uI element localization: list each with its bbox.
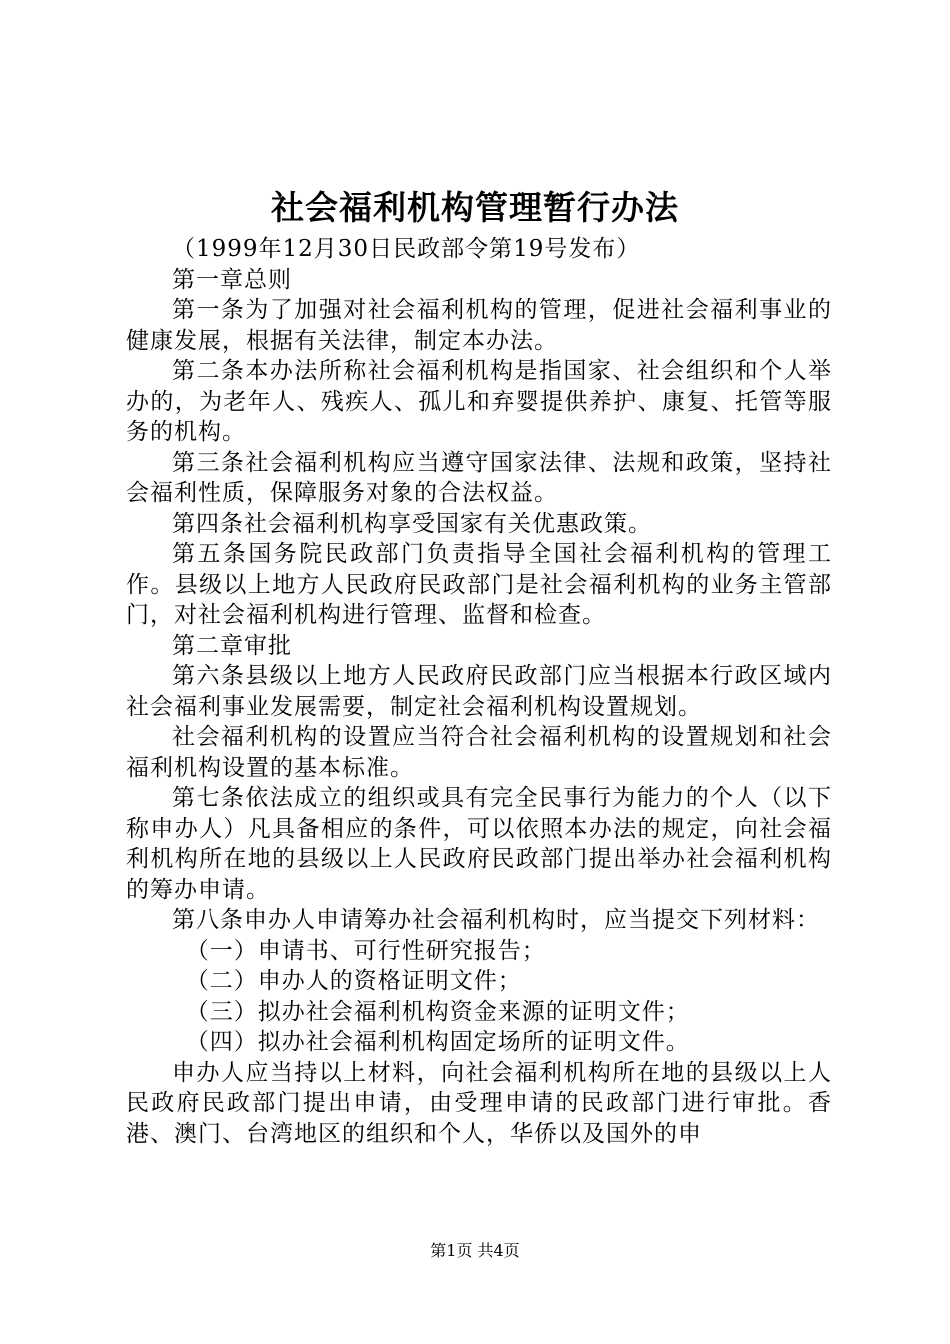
article-paragraph: 申办人应当持以上材料，向社会福利机构所在地的县级以上人民政府民政部门提出申请，由受理申请的民政部门进行审批。香港、澳门、台湾地区的组织和个人，华侨以及国外的申: [126, 1059, 832, 1147]
document-body: [126, 234, 832, 1149]
article-paragraph: 第二条本办法所称社会福利机构是指国家、社会组织和个人举办的，为老年人、残疾人、孤儿和弃婴提供养护、康复、托管等服务的机构。: [126, 358, 832, 445]
article-paragraph: 第三条社会福利机构应当遵守国家法律、法规和政策，坚持社会福利性质，保障服务对象的合法权益。: [126, 449, 832, 506]
list-item: （一）申请书、可行性研究报告；: [185, 937, 546, 964]
article-paragraph: 第一条为了加强对社会福利机构的管理，促进社会福利事业的健康发展，根据有关法律，制定本办法。: [126, 297, 832, 354]
page-footer: 第1页 共4页: [430, 1241, 520, 1260]
chapter-heading: 第一章总则: [172, 266, 292, 293]
article-paragraph: 第七条依法成立的组织或具有完全民事行为能力的个人（以下称申办人）凡具备相应的条件，可以依照本办法的规定，向社会福利机构所在地的县级以上人民政府民政部门提出举办社会福利机构的筹办申请。: [126, 785, 832, 903]
issuance-note: （1999年12月30日民政部令第19号发布）: [172, 236, 641, 262]
document-title: 社会福利机构管理暂行办法: [271, 188, 679, 227]
list-item: （二）申办人的资格证明文件；: [185, 968, 522, 994]
chapter-heading: 第二章审批: [172, 632, 292, 659]
article-paragraph: 第五条国务院民政部门负责指导全国社会福利机构的管理工作。县级以上地方人民政府民政部门是社会福利机构的业务主管部门，对社会福利机构进行管理、监督和检查。: [126, 541, 832, 628]
article-paragraph: 第四条社会福利机构享受国家有关优惠政策。: [172, 510, 652, 537]
article-paragraph: 第六条县级以上地方人民政府民政部门应当根据本行政区域内社会福利事业发展需要，制定社会福利机构设置规划。: [126, 663, 832, 720]
article-paragraph: 第八条申办人申请筹办社会福利机构时，应当提交下列材料：: [172, 907, 820, 933]
list-item: （三）拟办社会福利机构资金来源的证明文件；: [185, 998, 690, 1025]
article-paragraph: 社会福利机构的设置应当符合社会福利机构的设置规划和社会福利机构设置的基本标准。: [126, 724, 832, 781]
list-item: （四）拟办社会福利机构固定场所的证明文件。: [185, 1029, 690, 1055]
